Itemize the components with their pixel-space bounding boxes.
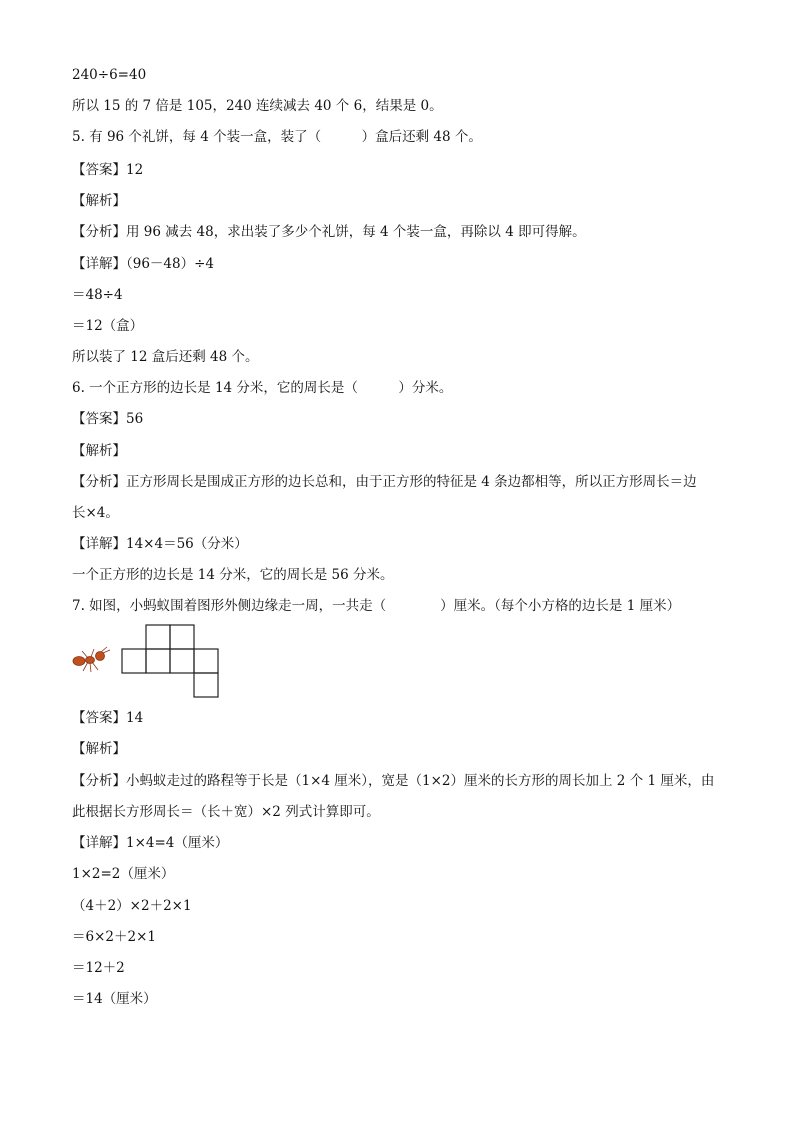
answer-label: 【答案】12 (72, 162, 144, 178)
analysis-label: 【解析】 (72, 193, 126, 209)
question-7: 7. 如图，小蚂蚁围着图形外侧边缘走一周，一共走（ ）厘米。（每个小方格的边长是 1 厘米） (72, 598, 681, 614)
text-line: ＝12（盒） (72, 318, 144, 334)
detail-text: 【详解】（96－48）÷4 (72, 256, 215, 272)
text-line: ＝6×2＋2×1 (72, 929, 156, 945)
text-line: （4＋2）×2＋2×1 (72, 898, 192, 914)
text-line: 一个正方形的边长是 14 分米，它的周长是 56 分米。 (72, 567, 394, 583)
text-line: ＝48÷4 (72, 287, 123, 303)
text-line: ＝14（厘米） (72, 991, 157, 1007)
analysis-text: 长×4。 (72, 505, 119, 521)
analysis-text: 【分析】小蚂蚁走过的路程等于长是（1×4 厘米），宽是（1×2）厘米的长方形的周长加上 2 个 1 厘米，由 (72, 773, 715, 789)
text-line: ＝12＋2 (72, 960, 125, 976)
analysis-text: 【分析】用 96 减去 48，求出装了多少个礼饼，每 4 个装一盒，再除以 4 即可得解。 (72, 224, 586, 240)
analysis-text: 此根据长方形周长＝（长＋宽）×2 列式计算即可。 (72, 804, 380, 820)
detail-text: 【详解】1×4=4（厘米） (72, 835, 229, 851)
ant-icon (73, 647, 110, 672)
text-line: 240÷6=40 (72, 67, 147, 83)
grid-squares (122, 625, 218, 697)
text-line: 所以 15 的 7 倍是 105，240 连续减去 40 个 6，结果是 0。 (72, 98, 443, 114)
analysis-label: 【解析】 (72, 741, 126, 757)
analysis-label: 【解析】 (72, 443, 126, 459)
text-line: 1×2=2（厘米） (72, 866, 175, 882)
answer-label: 【答案】56 (72, 411, 144, 427)
text-line: 所以装了 12 盒后还剩 48 个。 (72, 349, 259, 365)
grid-figure (70, 620, 230, 702)
grid-diagram (70, 620, 230, 702)
detail-text: 【详解】14×4＝56（分米） (72, 536, 248, 552)
answer-label: 【答案】14 (72, 710, 144, 726)
analysis-text: 【分析】正方形周长是围成正方形的边长总和，由于正方形的特征是 4 条边都相等，所以正方形周长＝边 (72, 474, 697, 490)
question-6: 6. 一个正方形的边长是 14 分米，它的周长是（ ）分米。 (72, 380, 453, 396)
question-5: 5. 有 96 个礼饼，每 4 个装一盒，装了（ ）盒后还剩 48 个。 (72, 129, 482, 145)
